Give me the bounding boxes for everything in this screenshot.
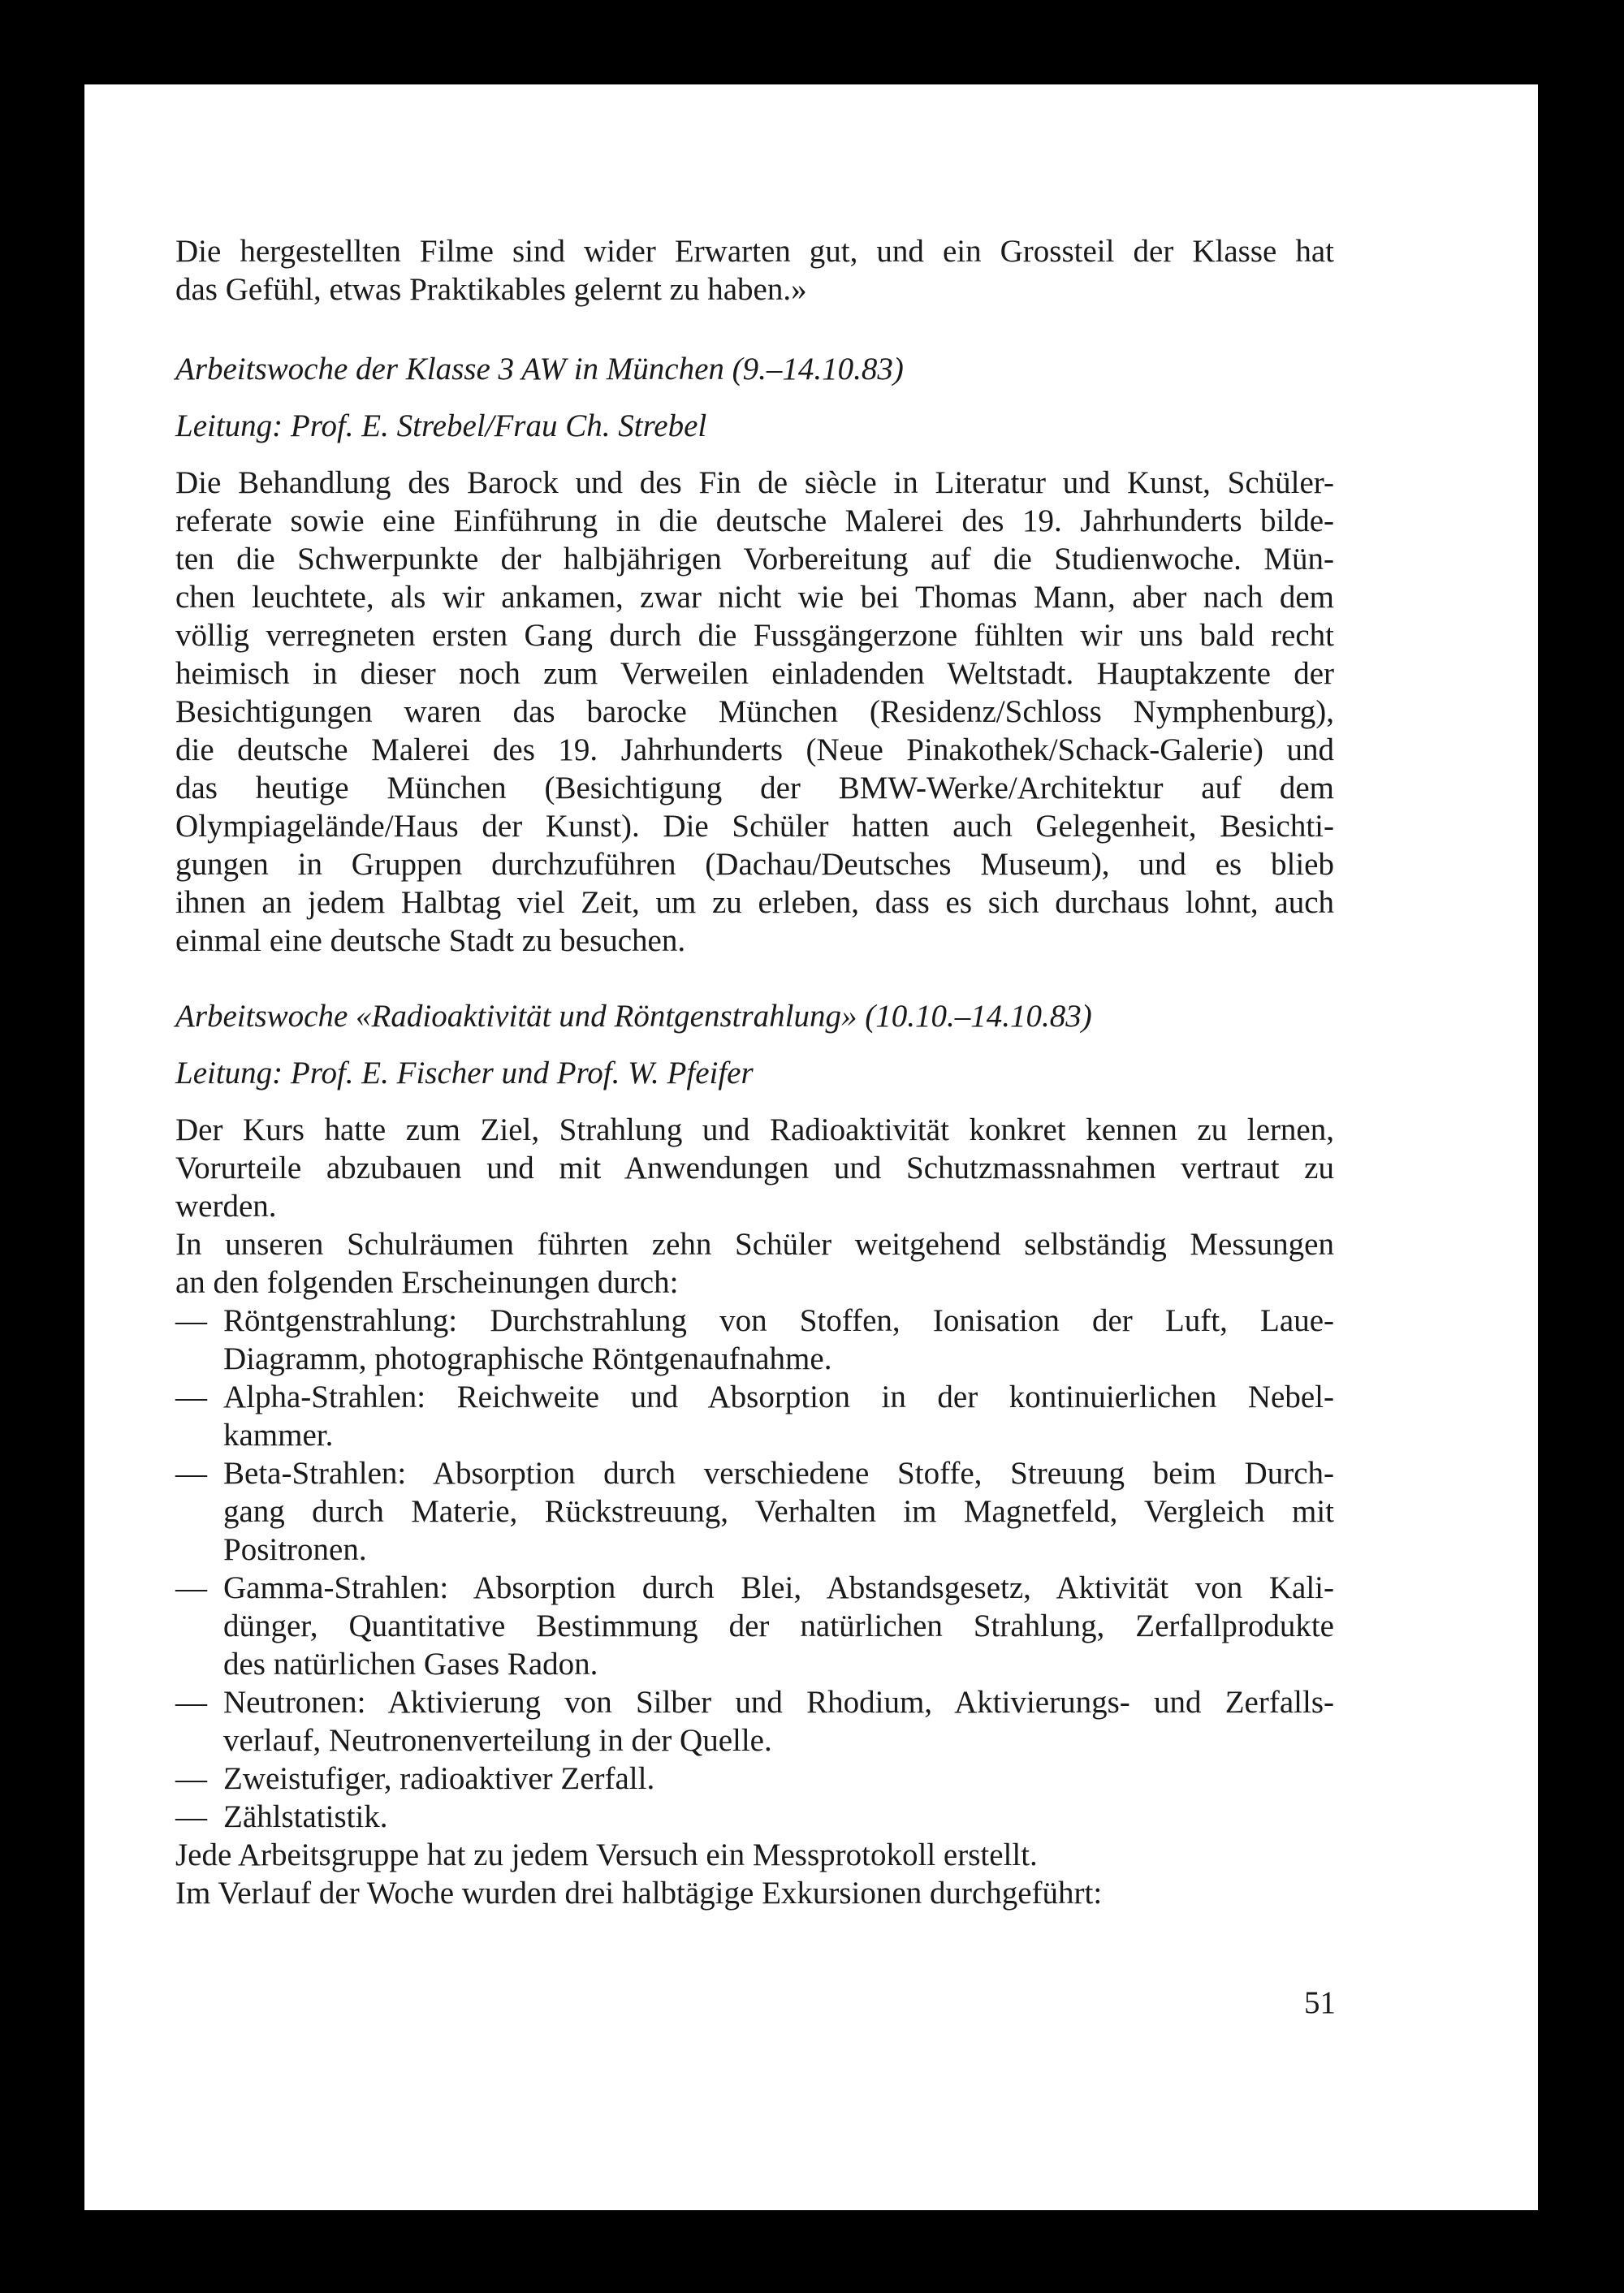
text-line: an den folgenden Erscheinungen durch: [175, 1265, 679, 1300]
bullet-item [175, 1798, 1334, 1836]
text-line: werden. [175, 1189, 277, 1224]
bullet-continuation [175, 1492, 1334, 1531]
text-line: dünger, Quantitative Bestimmung der natürlichen Strahlung, Zerfallprodukte [223, 1609, 1334, 1643]
text-line: einmal eine deutsche Stadt zu besuchen. [175, 923, 686, 958]
text-line: Alpha-Strahlen: Reichweite und Absorption in der kontinuierlichen Nebel- [223, 1380, 1334, 1414]
text-line: kammer. [223, 1418, 334, 1453]
text-line: das heutige München (Besichtigung der BMW-Werke/Architektur auf dem [175, 771, 1334, 805]
bullet-item [175, 1760, 1334, 1798]
dash-bullet-icon: — [175, 1570, 207, 1605]
section-leitung: Leitung: Prof. E. Strebel/Frau Ch. Strebel [175, 408, 707, 443]
text-line: Zweistufiger, radioaktiver Zerfall. [223, 1761, 655, 1796]
text-line: Vorurteile abzubauen und mit Anwendungen und Schutzmassnahmen vertraut zu [175, 1151, 1334, 1185]
page-number: 51 [1304, 1985, 1336, 2020]
bullet-item [175, 1302, 1334, 1340]
dash-bullet-icon: — [175, 1685, 207, 1720]
section-paragraph [175, 1111, 1334, 1302]
text-line: gungen in Gruppen durchzuführen (Dachau/Deutsches Museum), und es blieb [175, 847, 1334, 882]
bullet-item [175, 1378, 1334, 1416]
text-line: die deutsche Malerei des 19. Jahrhunderts (Neue Pinakothek/Schack-Galerie) und [175, 732, 1334, 767]
bullet-list [175, 1302, 1334, 1836]
section-heading: Arbeitswoche der Klasse 3 AW in München (9.–14.10.83) [175, 352, 904, 386]
text-line: Zählstatistik. [223, 1799, 388, 1834]
bullet-continuation [175, 1416, 1334, 1454]
text-line: Positronen. [223, 1532, 367, 1567]
bullet-continuation [175, 1340, 1334, 1378]
dash-bullet-icon: — [175, 1799, 207, 1834]
text-line: Jede Arbeitsgruppe hat zu jedem Versuch ein Messprotokoll erstellt. [175, 1837, 1038, 1872]
document-page [84, 84, 1538, 2210]
text-line: Die hergestellten Filme sind wider Erwarten gut, und ein Grossteil der Klasse hat [175, 234, 1334, 269]
text-line: das Gefühl, etwas Praktikables gelernt zu haben.» [175, 272, 807, 307]
text-line: Besichtigungen waren das barocke München (Residenz/Schloss Nymphenburg), [175, 694, 1334, 729]
bullet-item [175, 1683, 1334, 1721]
dash-bullet-icon: — [175, 1380, 207, 1414]
body-text [175, 232, 1334, 1912]
dash-bullet-icon: — [175, 1303, 207, 1338]
bullet-continuation [175, 1721, 1334, 1760]
text-line: völlig verregneten ersten Gang durch die Fussgängerzone fühlten wir uns bald recht [175, 618, 1334, 653]
dash-bullet-icon: — [175, 1761, 207, 1796]
bullet-item [175, 1569, 1334, 1607]
bullet-continuation [175, 1607, 1334, 1645]
bullet-item [175, 1454, 1334, 1492]
text-line: In unseren Schulräumen führten zehn Schüler weitgehend selbständig Messungen [175, 1227, 1334, 1262]
text-line: Beta-Strahlen: Absorption durch verschiedene Stoffe, Streuung beim Durch- [223, 1456, 1334, 1491]
text-line: Röntgenstrahlung: Durchstrahlung von Stoffen, Ionisation der Luft, Laue- [223, 1303, 1334, 1338]
text-line: ihnen an jedem Halbtag viel Zeit, um zu erleben, dass es sich durchaus lohnt, auch [175, 885, 1334, 920]
bullet-continuation [175, 1531, 1334, 1569]
section-heading: Arbeitswoche «Radioaktivität und Röntgenstrahlung» (10.10.–14.10.83) [175, 999, 1092, 1034]
text-line: Diagramm, photographische Röntgenaufnahme. [223, 1341, 832, 1376]
text-line: ten die Schwerpunkte der halbjährigen Vorbereitung auf die Studienwoche. Mün- [175, 542, 1334, 576]
text-line: verlauf, Neutronenverteilung in der Quelle. [223, 1723, 772, 1758]
text-line: gang durch Materie, Rückstreuung, Verhalten im Magnetfeld, Vergleich mit [223, 1494, 1334, 1529]
dash-bullet-icon: — [175, 1456, 207, 1491]
text-line: chen leuchtete, als wir ankamen, zwar nicht wie bei Thomas Mann, aber nach dem [175, 580, 1334, 615]
text-line: Im Verlauf der Woche wurden drei halbtägige Exkursionen durchgeführt: [175, 1876, 1103, 1911]
bullet-continuation [175, 1645, 1334, 1683]
text-line: Der Kurs hatte zum Ziel, Strahlung und Radioaktivität konkret kennen zu lernen, [175, 1112, 1334, 1147]
text-line: des natürlichen Gases Radon. [223, 1647, 598, 1682]
text-line: Olympiagelände/Haus der Kunst). Die Schüler hatten auch Gelegenheit, Besichti- [175, 809, 1334, 844]
section-leitung: Leitung: Prof. E. Fischer und Prof. W. Pfeifer [175, 1056, 754, 1090]
text-line: referate sowie eine Einführung in die deutsche Malerei des 19. Jahrhunderts bilde- [175, 503, 1334, 538]
section-paragraph [175, 464, 1334, 960]
text-line: heimisch in dieser noch zum Verweilen einladenden Weltstadt. Hauptakzente der [175, 656, 1334, 691]
text-line: Die Behandlung des Barock und des Fin de siècle in Literatur und Kunst, Schüler- [175, 465, 1334, 500]
text-line: Neutronen: Aktivierung von Silber und Rhodium, Aktivierungs- und Zerfalls- [223, 1685, 1334, 1720]
text-line: Gamma-Strahlen: Absorption durch Blei, Abstandsgesetz, Aktivität von Kali- [223, 1570, 1334, 1605]
